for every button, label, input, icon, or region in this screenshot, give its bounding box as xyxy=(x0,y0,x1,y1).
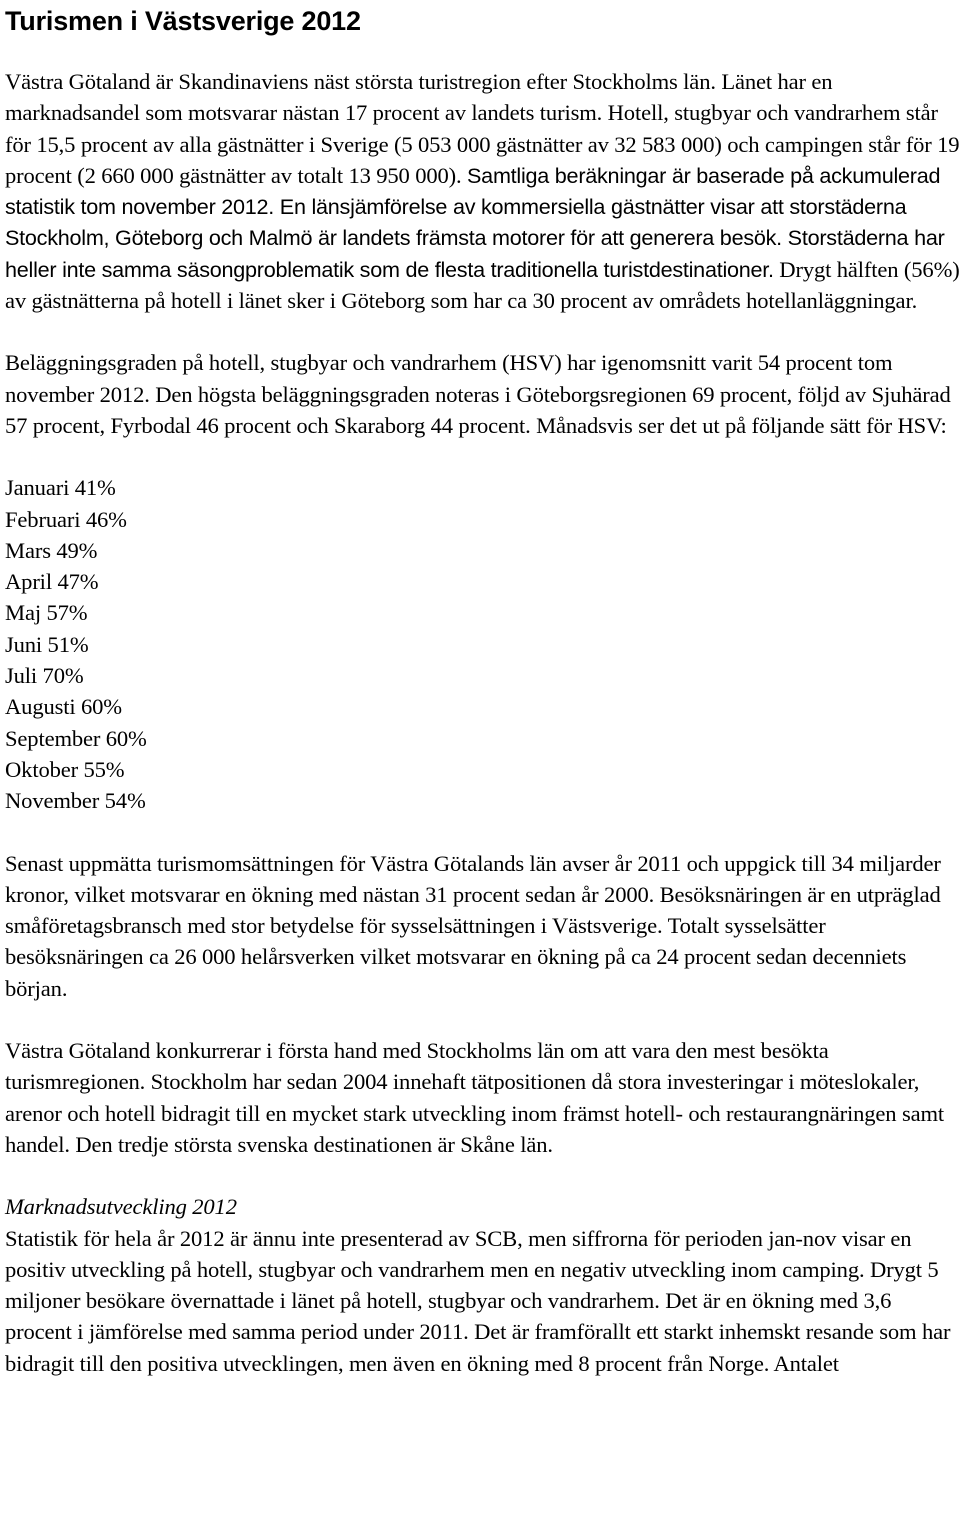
turnover-paragraph: Senast uppmätta turismomsättningen för Västra Götalands län avser år 2011 och uppgick till 34 miljarder kronor, vilket motsvarar en ökning med nästan 31 procent sedan år 2000. Besöksnäringen är en utpräglad småföretagsbransch med stor betydelse för sysselsättningen i Västsverige. Totalt sysselsätter besöksnäringen ca 26 000 helårsverken vilket motsvarar en ökning på ca 24 procent sedan decenniets början. xyxy=(5,850,941,1001)
intro-sentence-4: Drygt hälften (56%) av gästnätterna på hotell i länet sker i Göteborg som har ca 30 procent av områdets hotellanläggningar. xyxy=(5,256,960,314)
spacer xyxy=(5,817,960,848)
list-item: Juli 70% xyxy=(5,663,84,689)
list-item: November 54% xyxy=(5,788,146,814)
intro-sentence-3: En länsjämförelse av kommersiella gästnätter visar att storstäderna Stockholm, Göteborg och Malmö är landets främsta motorer för att generera besök. Storstäderna har heller inte samma säsongproblematik som de flesta traditionella turistdestinationer. xyxy=(5,194,945,282)
occupancy-paragraph: Beläggningsgraden på hotell, stugbyar och vandrarhem (HSV) har igenomsnitt varit 54 procent tom november 2012. Den högsta beläggningsgraden noteras i Göteborgsregionen 69 procent, följd av Sjuhärad 57 procent, Fyrbodal 46 procent och Skaraborg 44 procent. Månadsvis ser det ut på följande sätt för HSV: xyxy=(5,350,951,438)
list-item: Augusti 60% xyxy=(5,694,122,720)
spacer xyxy=(5,1004,960,1035)
page-title: Turismen i Västsverige 2012 xyxy=(5,6,361,36)
spacer xyxy=(5,1160,960,1191)
spacer xyxy=(5,441,960,472)
market-paragraph: Statistik för hela år 2012 är ännu inte presenterad av SCB, men siffrorna för perioden jan-nov visar en positiv utveckling på hotell, stugbyar och vandrarhem men en negativ utveckling inom camping. Drygt 5 miljoner besökare övernattade i länet på hotell, stugbyar och vandrarhem. Det är en ökning med 3,6 procent i jämförelse med samma period under 2011. Det är framförallt ett starkt inhemskt resande som har bidragit till den positiva utvecklingen, men även en ökning med 8 procent från Norge. Antalet xyxy=(5,1225,951,1376)
list-item: Oktober 55% xyxy=(5,756,125,782)
intro-sentence-1: Västra Götaland är Skandinaviens näst största turistregion efter Stockholms län. Länet har en marknadsandel som motsvarar nästan 17 procent av landets turism. Hotell, stugbyar och vandrarhem står för 15,5 procent av alla gästnätter i Sverige (5 053 000 gästnätter av 32 583 000) och campingen står för 19 procent (2 660 000 gästnätter av totalt 13 950 000). xyxy=(5,69,960,188)
list-item: April 47% xyxy=(5,569,99,595)
document-page xyxy=(5,0,960,1379)
spacer xyxy=(5,38,960,66)
intro-paragraph xyxy=(5,66,960,316)
spacer xyxy=(5,316,960,347)
list-item: Februari 46% xyxy=(5,506,127,532)
list-item: Mars 49% xyxy=(5,537,98,563)
list-item: Januari 41% xyxy=(5,475,116,501)
list-item: Maj 57% xyxy=(5,600,88,626)
list-item: Juni 51% xyxy=(5,631,89,657)
competition-paragraph: Västra Götaland konkurrerar i första hand med Stockholms län om att vara den mest besökta turismregionen. Stockholm har sedan 2004 innehaft tätpositionen då stora investeringar i möteslokaler, arenor och hotell bidragit till en mycket stark utveckling inom främst hotell- och restaurangnäringen samt handel. Den tredje största svenska destinationen är Skåne län. xyxy=(5,1038,945,1157)
monthly-occupancy-list xyxy=(5,472,960,816)
list-item: September 60% xyxy=(5,725,147,751)
intro-sentence-2: Samtliga beräkningar är baserade på ackumulerad statistik tom november 2012. xyxy=(5,162,941,220)
market-heading: Marknadsutveckling 2012 xyxy=(5,1194,237,1220)
